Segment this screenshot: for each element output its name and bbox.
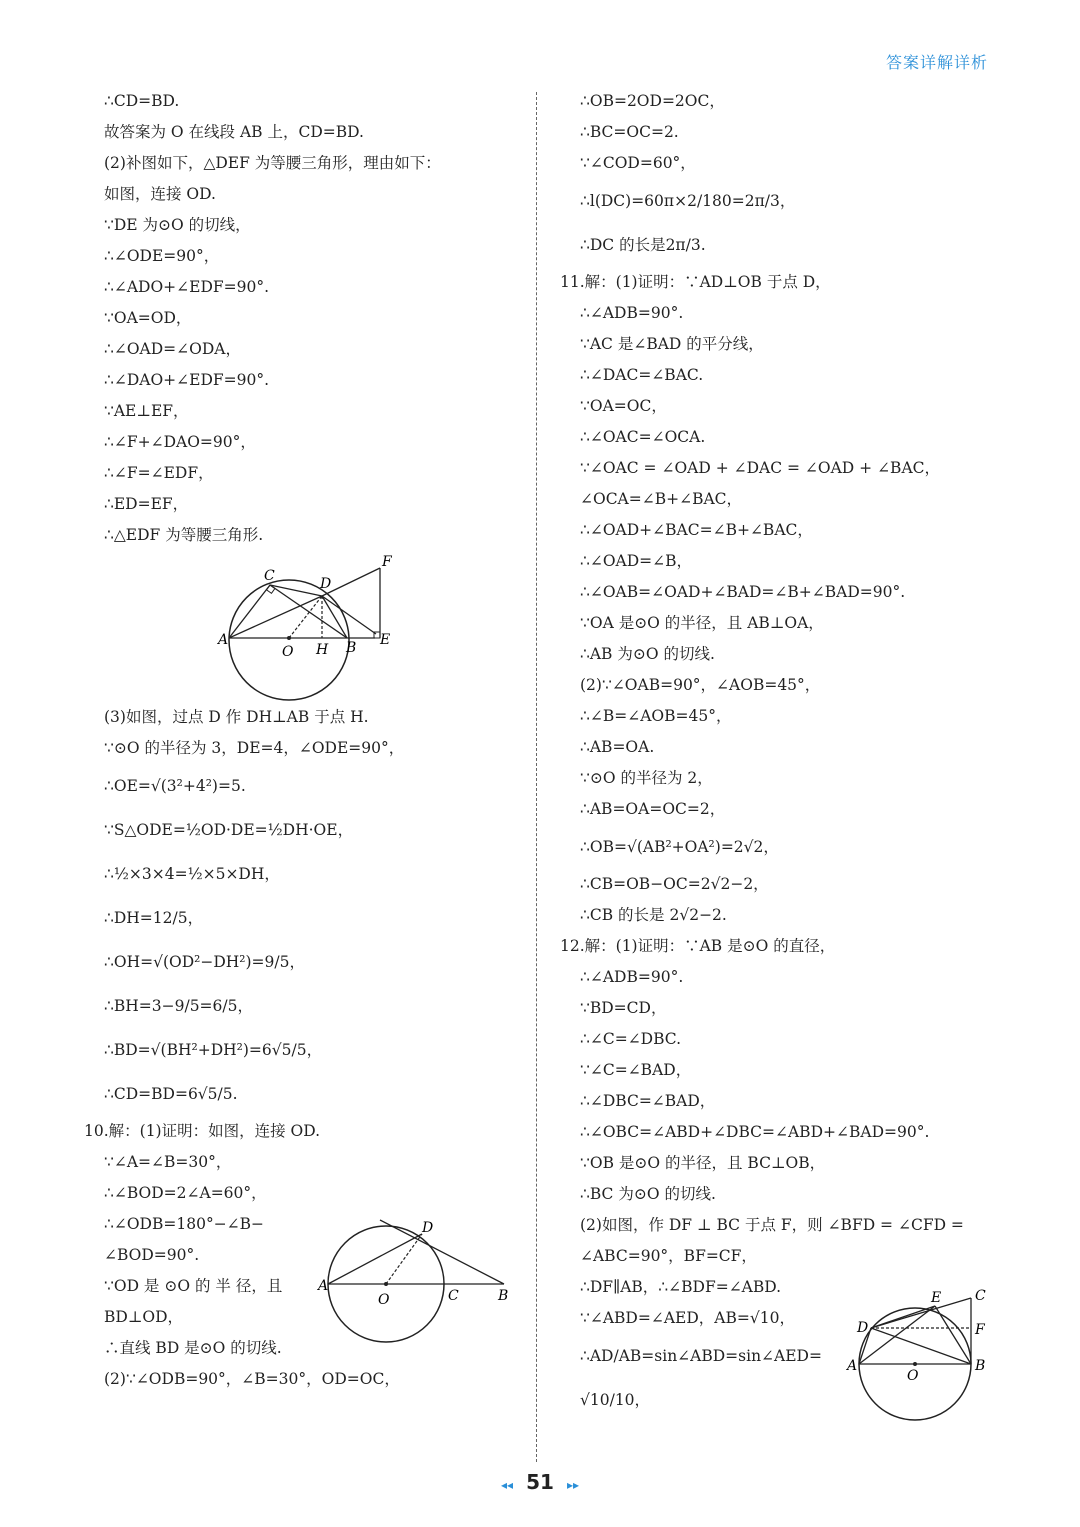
text-line: (3)如图，过点 D 作 DH⊥AB 于点 H. [104,708,369,726]
text-line: ∴AD/AB=sin∠ABD=sin∠AED= [580,1347,822,1365]
text-line: ∴∠ADB=90°. [580,968,684,986]
text-line: ∴直线 BD 是⊙O 的切线. [104,1339,282,1357]
text-line: ∴OB=2OD=2OC， [580,92,725,110]
text-line: ∵DE 为⊙O 的切线， [104,216,251,234]
text-line: ∵AC 是∠BAD 的平分线， [580,335,764,353]
prev-page-icon[interactable]: ◂◂ [500,1478,513,1492]
text-line: ∴BC=OC=2. [580,123,679,141]
text-line: ∴DF∥AB，∴∠BDF=∠ABD. [580,1278,782,1296]
text-line: ∴∠OAC=∠OCA. [580,428,706,446]
text-line: (2)补图如下，△DEF 为等腰三角形，理由如下： [104,154,441,172]
text-line: ∴AB 为⊙O 的切线. [580,645,715,663]
figure-label: O [907,1368,919,1384]
text-line: ∵⊙O 的半径为 3，DE=4，∠ODE=90°， [104,739,405,757]
text-line: ∴∠DBC=∠BAD， [580,1092,716,1110]
text-line: ∵∠A=∠B=30°， [104,1153,232,1171]
text-line: ∠OCA=∠B+∠BAC， [580,490,743,508]
text-line: 如图，连接 OD. [104,185,216,203]
text-line: ∵∠ABD=∠AED，AB=√10， [580,1309,795,1327]
text-line: ∴△EDF 为等腰三角形. [104,526,264,544]
text-line: ∵BD=CD， [580,999,667,1017]
figure-label: O [378,1292,390,1308]
figure-label: D [857,1320,869,1336]
text-line: ∴l(DC)=60π×2/180=2π/3， [580,192,796,210]
figure-label: H [316,642,329,658]
text-line: ∴∠B=∠AOB=45°， [580,707,732,725]
figure-label: A [318,1278,329,1294]
figure-label: B [975,1358,986,1374]
text-line: ∴DC 的长是2π/3. [580,236,706,254]
figure-label: C [448,1288,459,1304]
text-line: ∴BC 为⊙O 的切线. [580,1185,716,1203]
text-line: ∴∠DAC=∠BAC. [580,366,704,384]
figure-label: C [264,568,275,584]
text-line: ∠BOD=90°. [104,1246,200,1264]
text-line: ∴∠F+∠DAO=90°， [104,433,256,451]
figure-label: O [282,644,294,660]
text-line: ∴CD=BD. [104,92,180,110]
text-line: ∵AE⊥EF， [104,402,189,420]
text-line: (2)如图，作 DF ⊥ BC 于点 F，则 ∠BFD = ∠CFD = [580,1216,964,1234]
text-line: ∵S△ODE=½OD·DE=½DH·OE， [104,821,354,839]
text-line: ∴∠OAB=∠OAD+∠BAD=∠B+∠BAD=90°. [580,583,906,601]
text-line: ∴OH=√(OD²−DH²)=9/5， [104,953,305,971]
figure-label: A [847,1358,858,1374]
text-line: 12.解：(1)证明：∵AB 是⊙O 的直径， [560,937,836,955]
figure-label: A [218,632,229,648]
next-page-icon[interactable]: ▸▸ [567,1478,580,1492]
figure-label: D [422,1220,434,1236]
text-line: ∴∠C=∠DBC. [580,1030,682,1048]
text-line: (2)∵∠OAB=90°，∠AOB=45°， [580,676,821,694]
page-header-title: 答案详解详析 [885,53,988,72]
text-line: ∴ED=EF， [104,495,189,513]
text-line: ∵∠OAC = ∠OAD + ∠DAC = ∠OAD + ∠BAC， [580,459,941,477]
text-line: √10/10， [580,1391,651,1409]
text-line: ∴∠ODE=90°， [104,247,220,265]
text-line: ∴∠ODB=180°−∠B− [104,1215,265,1233]
figure-label: B [346,640,357,656]
text-line: 10.解：(1)证明：如图，连接 OD. [84,1122,321,1140]
text-line: ∴½×3×4=½×5×DH， [104,865,280,883]
text-line: ∵OA 是⊙O 的半径，且 AB⊥OA， [580,614,824,632]
figure-circle-ef [845,1282,995,1427]
text-line: ∴OE=√(3²+4²)=5. [104,777,246,795]
figure-circle-def [210,552,410,702]
text-line: ∴∠BOD=2∠A=60°， [104,1184,267,1202]
text-line: ∵∠COD=60°， [580,154,696,172]
text-line: ∠ABC=90°，BF=CF， [580,1247,757,1265]
text-line: ∴BH=3−9/5=6/5， [104,997,253,1015]
column-divider [536,92,537,1462]
text-line: ∵∠C=∠BAD， [580,1061,692,1079]
text-line: ∴DH=12/5， [104,909,204,927]
text-line: ∴AB=OA. [580,738,655,756]
page-footer [0,1470,1080,1494]
text-line: BD⊥OD， [104,1308,184,1326]
text-line: ∴∠ADO+∠EDF=90°. [104,278,270,296]
text-line: ∵OA=OC， [580,397,667,415]
text-line: ∴∠DAO+∠EDF=90°. [104,371,270,389]
figure-label: D [320,576,332,592]
text-line: ∴AB=OA=OC=2， [580,800,726,818]
text-line: ∴CB 的长是 2√2−2. [580,906,727,924]
text-line: ∵OB 是⊙O 的半径，且 BC⊥OB， [580,1154,826,1172]
text-line: ∴∠OBC=∠ABD+∠DBC=∠ABD+∠BAD=90°. [580,1123,930,1141]
left-column [84,86,524,551]
text-line: ∴∠F=∠EDF， [104,464,214,482]
text-line: ∵OA=OD， [104,309,192,327]
figure-label: B [498,1288,509,1304]
text-line: ∴∠OAD+∠BAC=∠B+∠BAC， [580,521,813,539]
right-column [560,86,1000,1422]
text-line: ∴∠OAD=∠ODA， [104,340,241,358]
text-line: ∵OD 是 ⊙O 的 半 径，且 [104,1277,283,1295]
figure-tangent-bd [314,1212,524,1347]
text-line: (2)∵∠ODB=90°，∠B=30°，OD=OC， [104,1370,400,1388]
text-line: ∵⊙O 的半径为 2， [580,769,713,787]
text-line: ∴OB=√(AB²+OA²)=2√2， [580,838,779,856]
text-line: 11.解：(1)证明：∵AD⊥OB 于点 D， [560,273,831,291]
figure-label: F [382,554,392,570]
page-number: 51 [526,1470,554,1494]
figure-label: E [931,1290,942,1306]
text-line: ∴∠ADB=90°. [580,304,684,322]
text-line: 故答案为 O 在线段 AB 上，CD=BD. [104,123,364,141]
figure-label: C [975,1288,986,1304]
text-line: ∴CB=OB−OC=2√2−2， [580,875,769,893]
figure-label: F [975,1322,985,1338]
text-line: ∴∠OAD=∠B， [580,552,693,570]
text-line: ∴BD=√(BH²+DH²)=6√5/5， [104,1041,323,1059]
figure-label: E [380,632,391,648]
text-line: ∴CD=BD=6√5/5. [104,1085,238,1103]
